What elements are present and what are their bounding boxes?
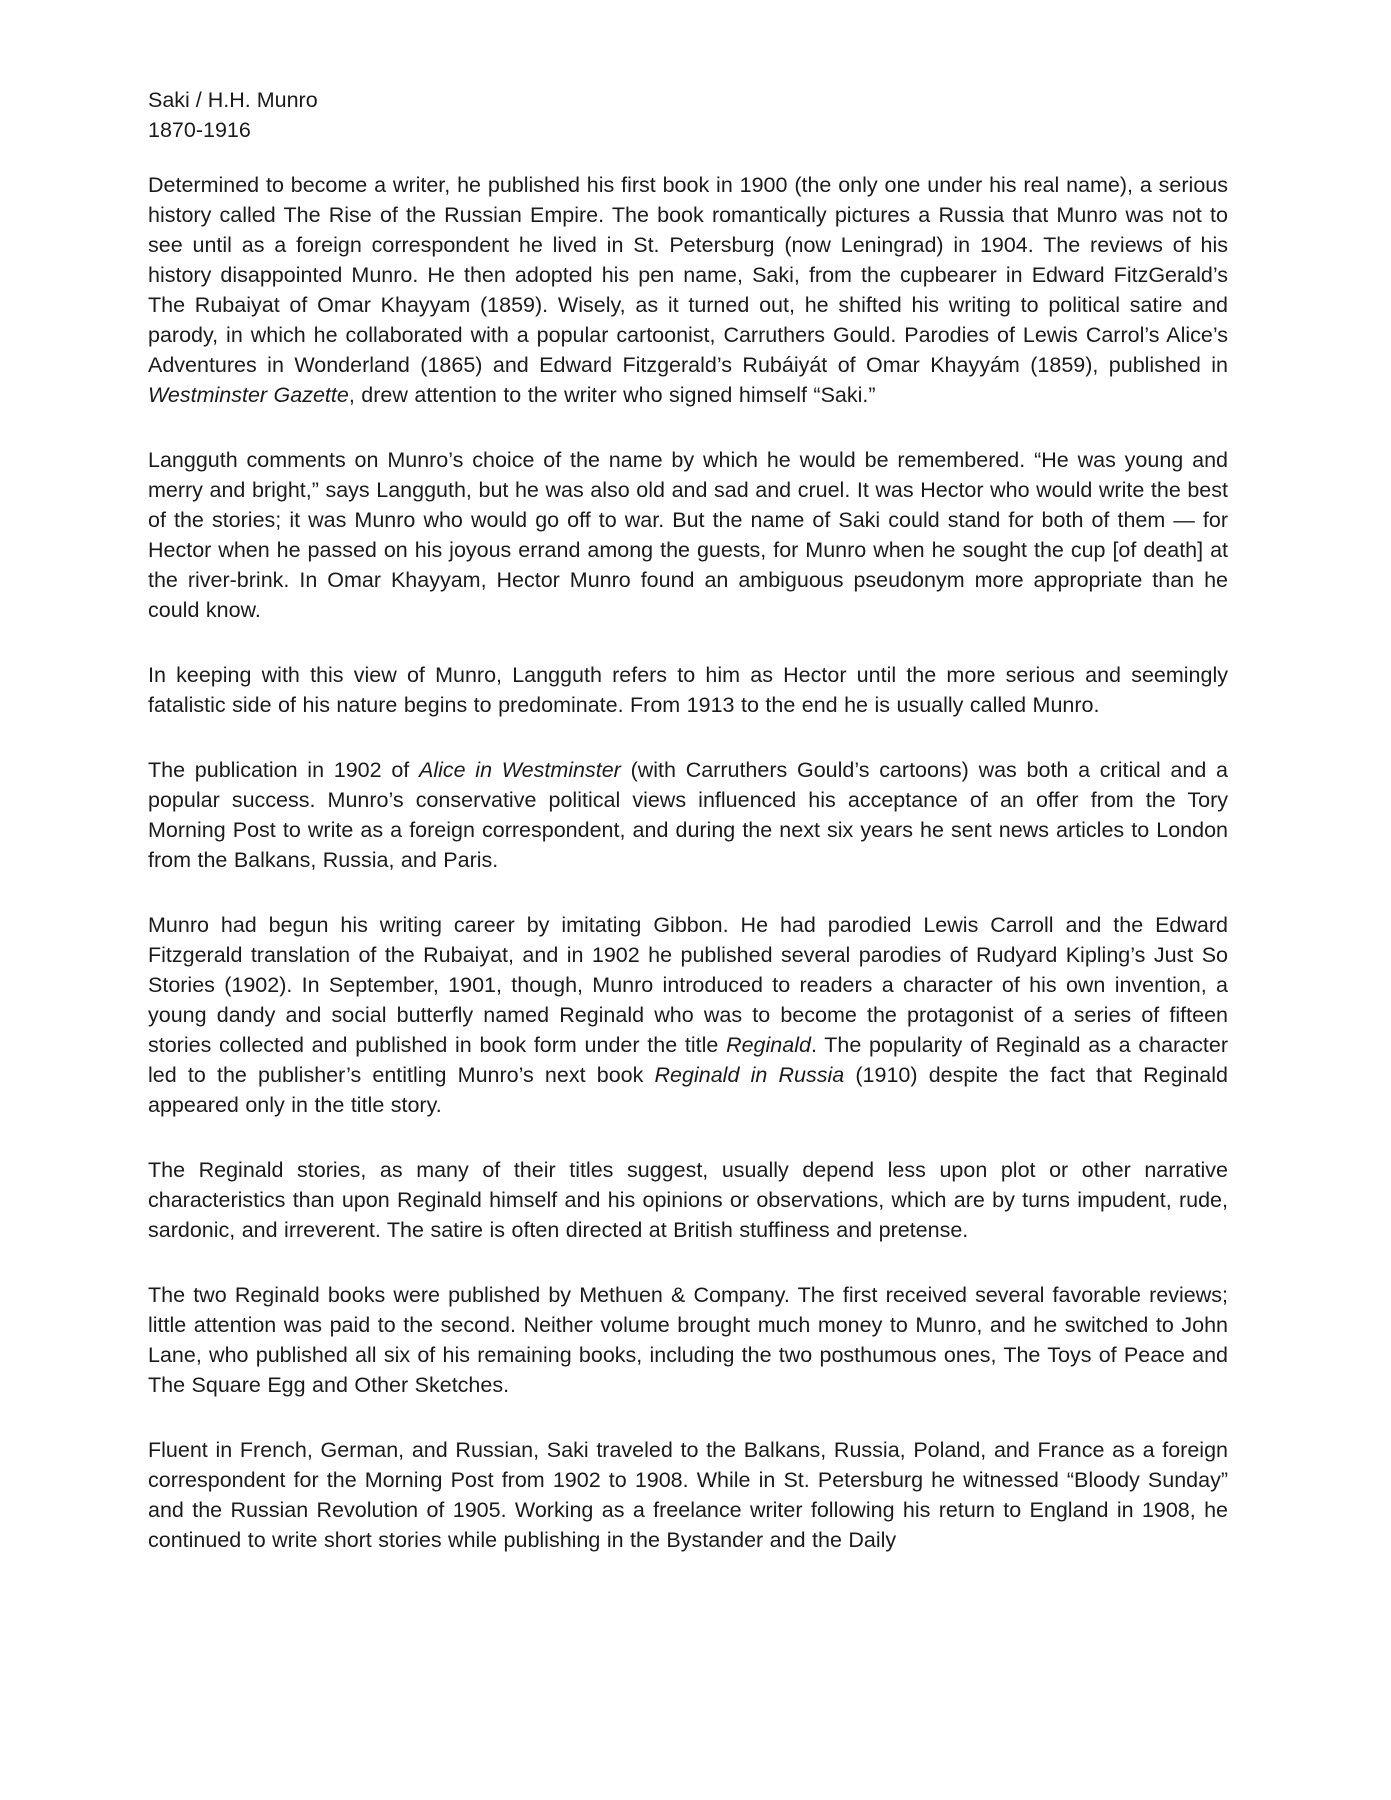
- paragraph-4: [148, 755, 1228, 875]
- paragraph-7: [148, 1280, 1228, 1400]
- paragraph-6: [148, 1155, 1228, 1245]
- document-body: [148, 170, 1228, 1555]
- text-run: (with Carruthers Gould’s cartoons) was both a critical and a popular success. Munro’s conservative political views influenced his acceptance of an offer from the Tory Morning Post to write as a foreign correspondent, and during the next six years he sent news articles to London from the Balkans, Russia, and Paris.: [148, 758, 1228, 872]
- paragraph-1: [148, 170, 1228, 410]
- italic-text-run: Alice in Westminster: [418, 758, 621, 782]
- text-run: . The popularity of Reginald as a character led to the publisher’s entitling Munro’s next book: [148, 1033, 1228, 1087]
- text-run: The Reginald stories, as many of their titles suggest, usually depend less upon plot or other narrative characteristics than upon Reginald himself and his opinions or observations, which are by turns impudent, rude, sardonic, and irreverent. The satire is often directed at British stuffiness and pretense.: [148, 1158, 1228, 1242]
- text-run: Munro had begun his writing career by imitating Gibbon. He had parodied Lewis Carroll and the Edward Fitzgerald translation of the Rubaiyat, and in 1902 he published several parodies of Rudyard Kipling’s Just So Stories (1902). In September, 1901, though, Munro introduced to readers a character of his own invention, a young dandy and social butterfly named Reginald who was to become the protagonist of a series of fifteen stories collected and published in book form under the title: [148, 913, 1228, 1057]
- text-run: (1910) despite the fact that Reginald appeared only in the title story.: [148, 1063, 1228, 1117]
- author-dates: 1870-1916: [148, 118, 251, 142]
- text-run: , drew attention to the writer who signed himself “Saki.”: [348, 383, 876, 407]
- paragraph-2: [148, 445, 1228, 625]
- italic-text-run: Reginald in Russia: [654, 1063, 845, 1087]
- italic-text-run: Reginald: [726, 1033, 811, 1057]
- text-run: Determined to become a writer, he published his first book in 1900 (the only one under his real name), a serious history called The Rise of the Russian Empire. The book romantically pictures a Russia that Munro was not to see until as a foreign correspondent he lived in St. Petersburg (now Leningrad) in 1904. The reviews of his history disappointed Munro. He then adopted his pen name, Saki, from the cupbearer in Edward FitzGerald’s The Rubaiyat of Omar Khayyam (1859). Wisely, as it turned out, he shifted his writing to political satire and parody, in which he collaborated with a popular cartoonist, Carruthers Gould. Parodies of Lewis Carrol’s Alice’s Adventures in Wonderland (1865) and Edward Fitzgerald’s Rubáiyát of Omar Khayyám (1859), published in: [148, 173, 1228, 377]
- author-name: Saki / H.H. Munro: [148, 88, 318, 112]
- text-run: Fluent in French, German, and Russian, Saki traveled to the Balkans, Russia, Poland, and France as a foreign correspondent for the Morning Post from 1902 to 1908. While in St. Petersburg he witnessed “Bloody Sunday” and the Russian Revolution of 1905. Working as a freelance writer following his return to England in 1908, he continued to write short stories while publishing in the Bystander and the Daily: [148, 1438, 1228, 1552]
- document-header: [148, 85, 1228, 145]
- paragraph-8: [148, 1435, 1228, 1555]
- text-run: Langguth comments on Munro’s choice of the name by which he would be remembered. “He was young and merry and bright,” says Langguth, but he was also old and sad and cruel. It was Hector who would write the best of the stories; it was Munro who would go off to war. But the name of Saki could stand for both of them — for Hector when he passed on his joyous errand among the guests, for Munro when he sought the cup [of death] at the river-brink. In Omar Khayyam, Hector Munro found an ambiguous pseudonym more appropriate than he could know.: [148, 448, 1228, 622]
- paragraph-3: [148, 660, 1228, 720]
- text-run: In keeping with this view of Munro, Langguth refers to him as Hector until the more serious and seemingly fatalistic side of his nature begins to predominate. From 1913 to the end he is usually called Munro.: [148, 663, 1228, 717]
- paragraph-5: [148, 910, 1228, 1120]
- text-run: The publication in 1902 of: [148, 758, 419, 782]
- text-run: The two Reginald books were published by Methuen & Company. The first received several favorable reviews; little attention was paid to the second. Neither volume brought much money to Munro, and he switched to John Lane, who published all six of his remaining books, including the two posthumous ones, The Toys of Peace and The Square Egg and Other Sketches.: [148, 1283, 1228, 1397]
- italic-text-run: Westminster Gazette: [148, 383, 349, 407]
